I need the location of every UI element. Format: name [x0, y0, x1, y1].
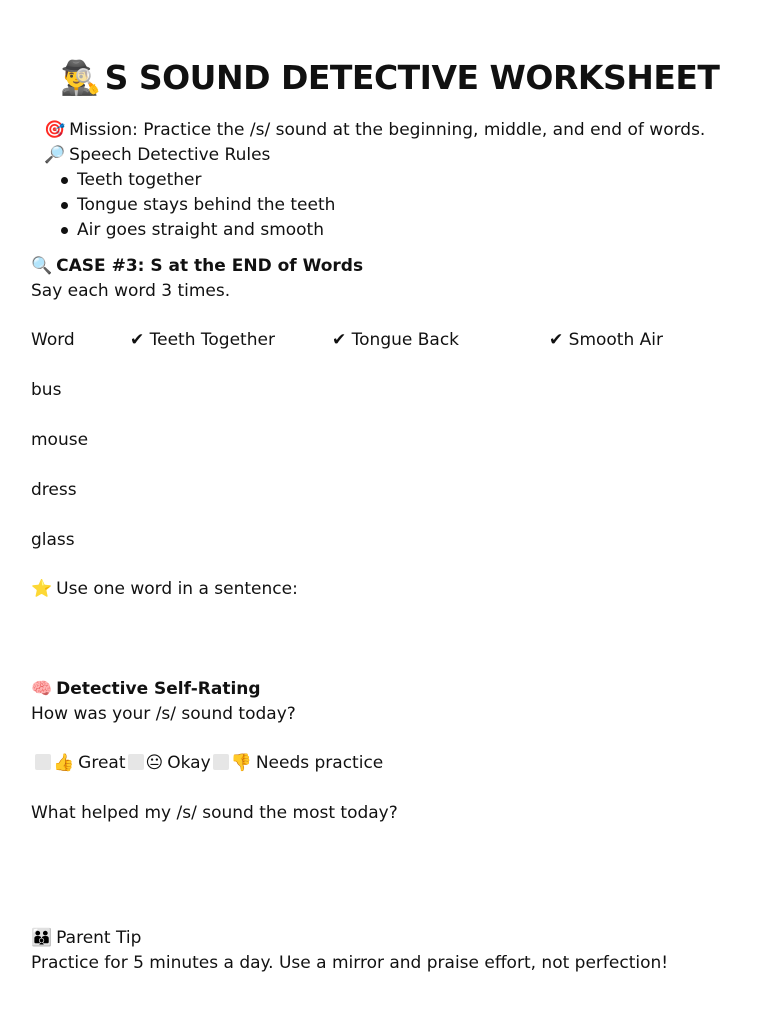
star-icon: ⭐ [31, 579, 53, 599]
rating-checkbox-needs-practice[interactable] [213, 754, 229, 770]
mission-line [44, 118, 705, 142]
page-title [60, 56, 760, 100]
magnifier-right-icon: 🔎 [44, 145, 66, 165]
mission-text: Mission: Practice the /s/ sound at the beginning, middle, and end of words. [69, 120, 706, 140]
parent-tip-text: Practice for 5 minutes a day. Use a mirror and praise effort, not perfection! [31, 953, 669, 973]
page-title-text: S SOUND DETECTIVE WORKSHEET [104, 58, 720, 97]
parent-tip-heading [31, 926, 141, 950]
word-row: glass [31, 530, 75, 550]
bullet-dot [61, 177, 68, 184]
rating-label-needs-practice: Needs practice [255, 753, 384, 773]
rules-heading-text: Speech Detective Rules [69, 145, 271, 165]
rating-checkbox-okay[interactable] [128, 754, 144, 770]
rating-label-okay: Okay [167, 753, 211, 773]
self-rating-heading [31, 677, 261, 701]
column-header-word: Word [31, 330, 75, 350]
detective-icon: 🕵️‍♂️ [60, 58, 101, 97]
neutral-face-icon: 😐 [145, 753, 164, 773]
self-rating-followup: What helped my /s/ sound the most today? [31, 803, 398, 823]
family-icon: 👪 [31, 928, 53, 948]
case-heading [31, 254, 363, 278]
column-header-air: ✔ Smooth Air [549, 330, 663, 350]
rating-checkbox-great[interactable] [35, 754, 51, 770]
brain-icon: 🧠 [31, 679, 53, 699]
thumbs-up-icon: 👍 [53, 753, 75, 773]
bullet-dot [61, 202, 68, 209]
rule-item: Air goes straight and smooth [77, 220, 324, 240]
word-row: bus [31, 380, 62, 400]
case-heading-text: CASE #3: S at the END of Words [56, 256, 364, 276]
target-icon: 🎯 [44, 120, 66, 140]
column-header-tongue: ✔ Tongue Back [332, 330, 460, 350]
sentence-prompt-text: Use one word in a sentence: [56, 579, 298, 599]
parent-tip-heading-text: Parent Tip [56, 928, 142, 948]
word-row: mouse [31, 430, 89, 450]
rule-item: Teeth together [77, 170, 202, 190]
rating-label-great: Great [78, 753, 126, 773]
rating-options [33, 751, 383, 775]
sentence-prompt [31, 577, 298, 601]
case-instruction: Say each word 3 times. [31, 281, 231, 301]
magnifier-icon: 🔍 [31, 256, 53, 276]
thumbs-down-icon: 👎 [230, 753, 252, 773]
self-rating-question: How was your /s/ sound today? [31, 704, 296, 724]
self-rating-heading-text: Detective Self-Rating [56, 679, 261, 699]
word-row: dress [31, 480, 77, 500]
column-header-teeth: ✔ Teeth Together [130, 330, 275, 350]
rules-heading [44, 143, 270, 167]
rule-item: Tongue stays behind the teeth [77, 195, 336, 215]
bullet-dot [61, 227, 68, 234]
